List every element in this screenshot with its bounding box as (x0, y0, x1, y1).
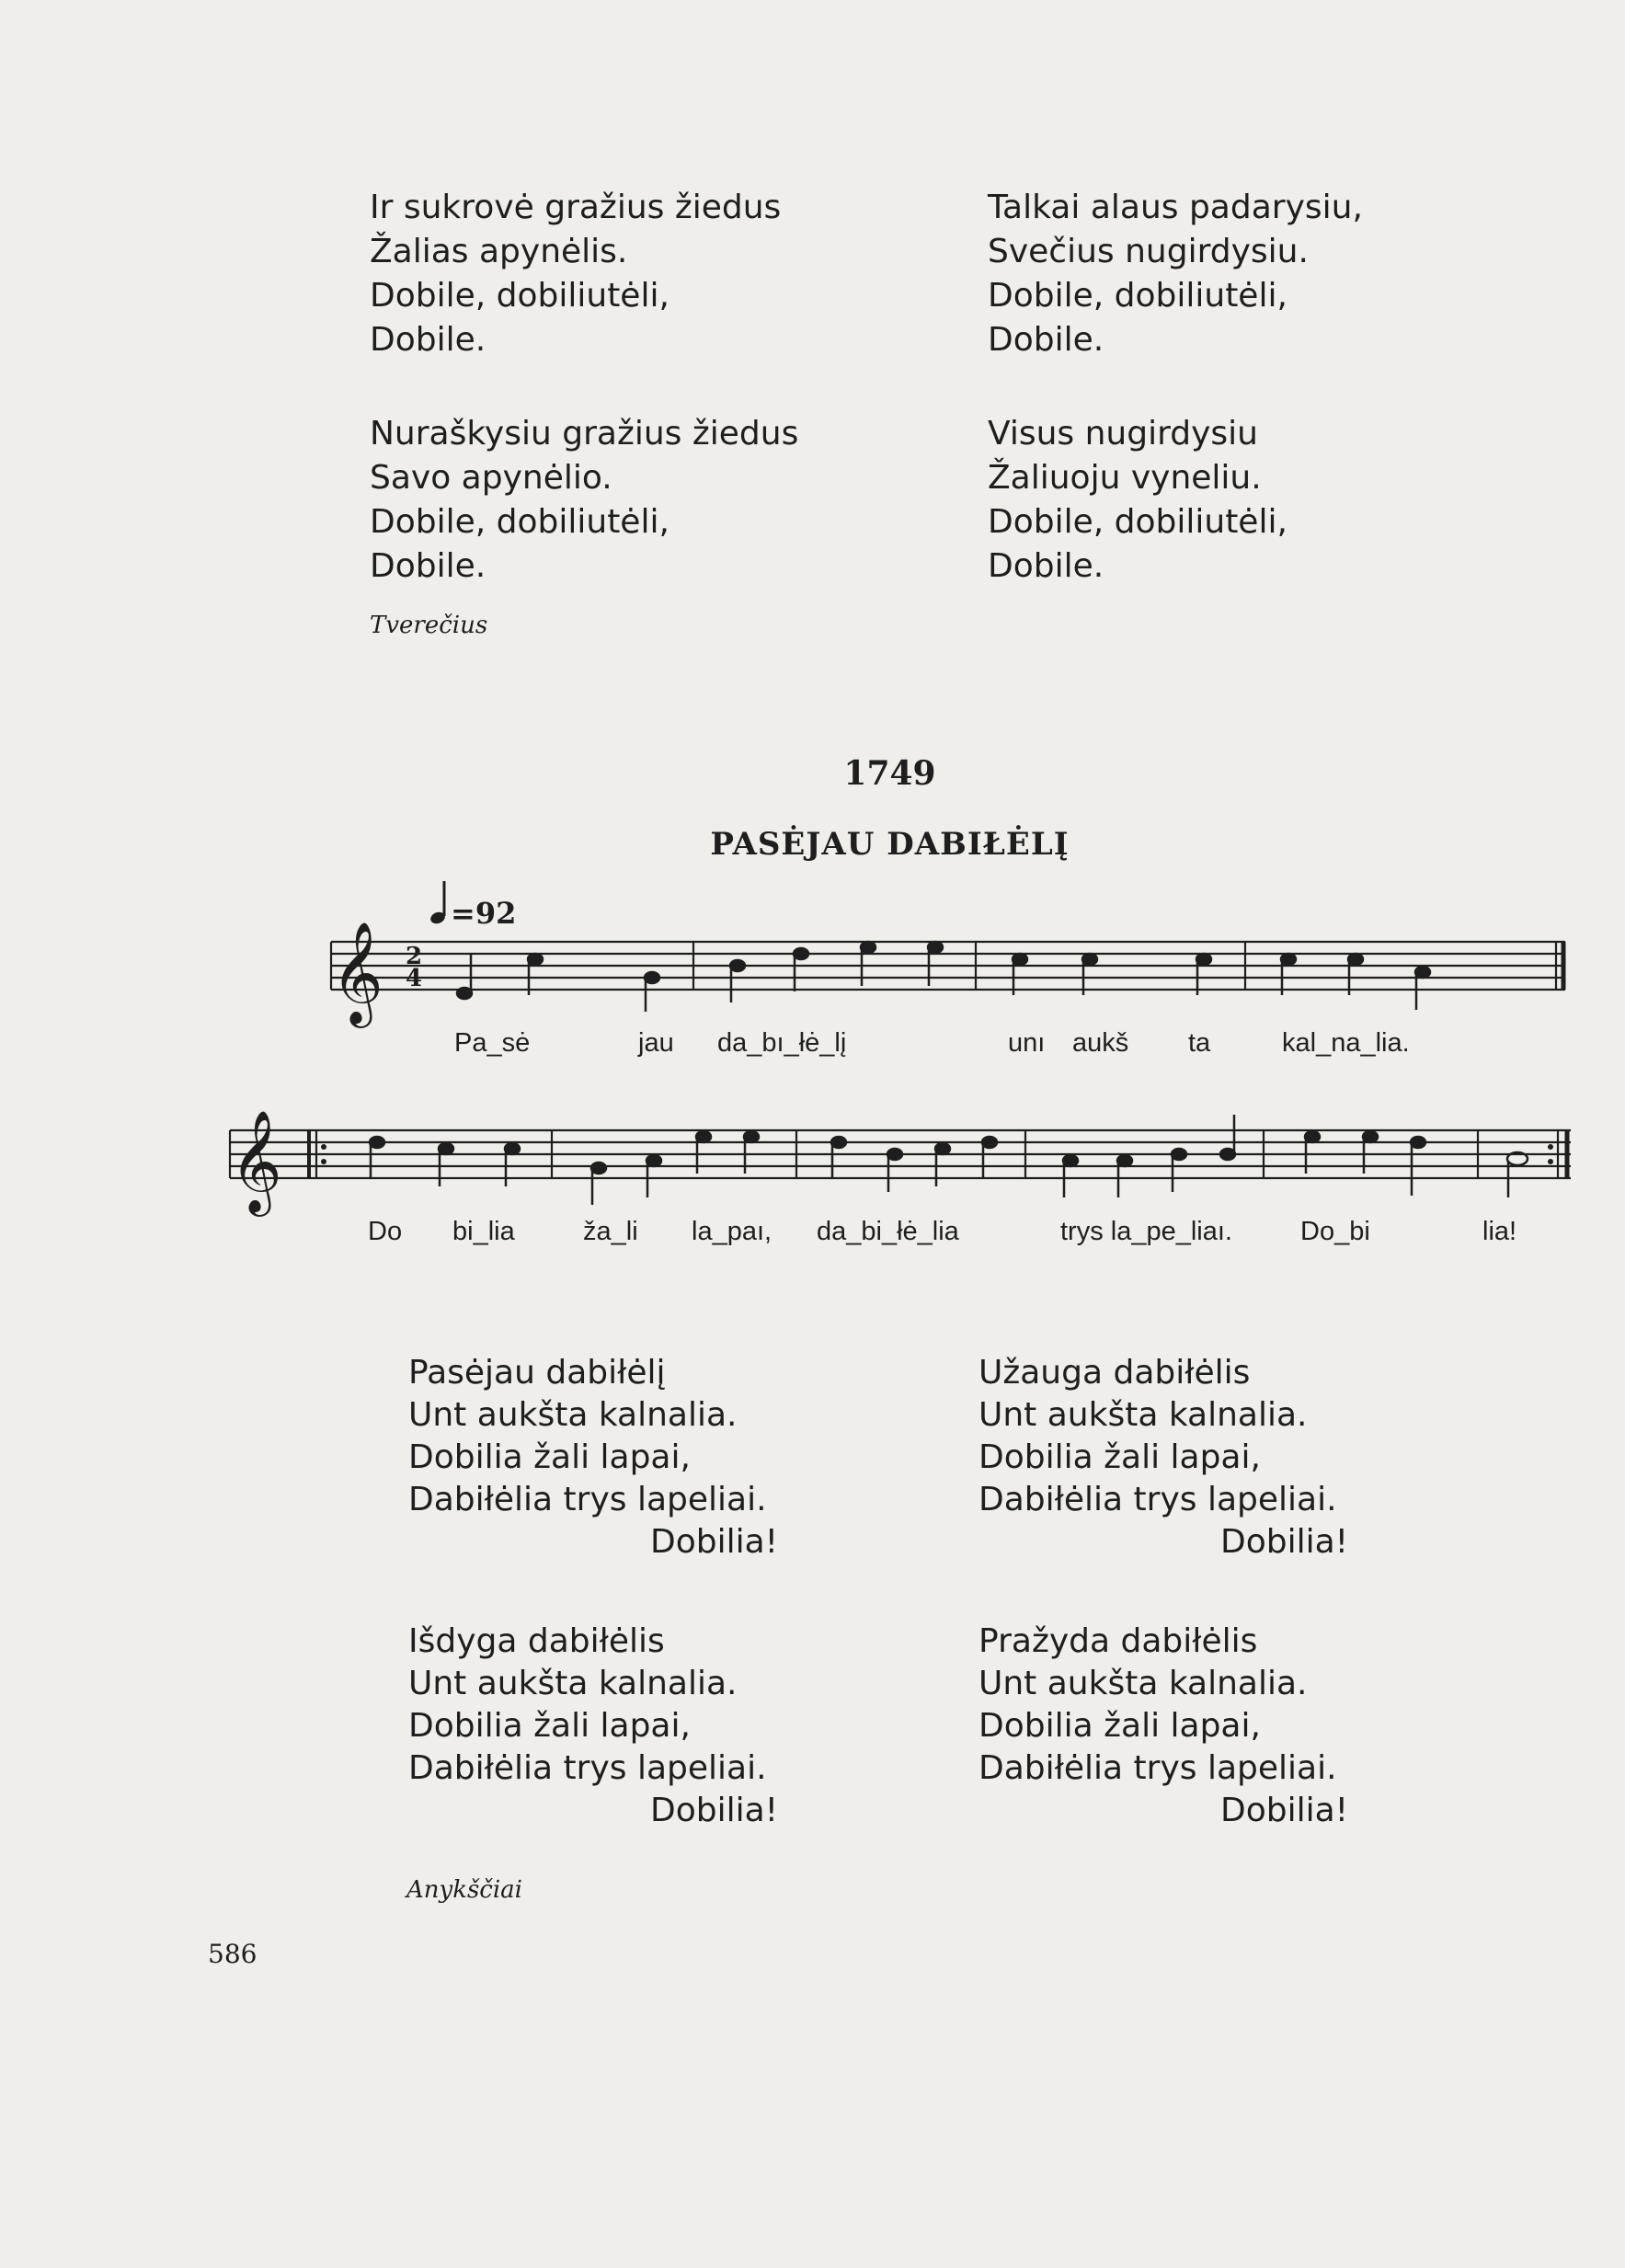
page-number: 586 (208, 1939, 257, 1969)
verse-line: Išdyga dabiłėlis (408, 1622, 665, 1660)
bottom-right-stanza-2 (978, 1621, 1348, 1832)
lyric-syllable: Do (368, 1217, 403, 1246)
verse-line: Dobile, dobiliutėli, (370, 277, 669, 315)
lyric-syllable: aukš (1072, 1028, 1129, 1058)
verse-line: Žalias apynėlis. (370, 233, 628, 270)
lyric-syllable: jau (638, 1028, 674, 1058)
verse-line: Dobile, dobiliutėli, (988, 503, 1287, 541)
verse-line: Dobile, dobiliutėli, (370, 503, 669, 541)
verse-line: Dabiłėlia trys lapeliai. (978, 1749, 1337, 1787)
source-location: Anykščiai (406, 1876, 523, 1904)
lyric-syllable: lia! (1482, 1217, 1517, 1246)
top-left-stanza-1 (370, 186, 781, 362)
verse-line: Talkai alaus padarysiu, (988, 189, 1363, 226)
lyric-syllable: ža_li (583, 1217, 638, 1246)
refrain-line: Dobilia! (650, 1523, 779, 1561)
song-number: 1749 (843, 754, 936, 793)
lyric-syllable: kal_na_lia. (1282, 1028, 1410, 1058)
verse-line: Žaliuoju vyneliu. (988, 459, 1262, 497)
verse-line: Ir sukrovė gražius žiedus (370, 189, 782, 226)
music-score (0, 865, 1625, 1269)
source-location: Tverečius (370, 612, 488, 639)
top-left-stanza-2 (370, 412, 798, 589)
lyric-syllable: da_bı_łė_lį (717, 1028, 847, 1058)
staff-2-notes (370, 1115, 1528, 1205)
bottom-left-stanza-2 (408, 1621, 778, 1832)
refrain-line: Dobilia! (650, 1792, 779, 1829)
verse-line: Dobilia žali lapai, (408, 1438, 691, 1476)
tempo-value: =92 (451, 896, 517, 931)
verse-line: Visus nugirdysiu (988, 415, 1258, 452)
lyric-syllable: la_paı, (692, 1217, 772, 1246)
verse-line: Dobile, dobiliutėli, (988, 277, 1287, 315)
time-signature-bottom: 4 (406, 965, 423, 992)
lyric-syllable: trys la_pe_liaı. (1060, 1217, 1232, 1246)
top-right-stanza-2 (988, 412, 1287, 589)
treble-clef-icon: 𝄞 (230, 1109, 282, 1212)
verse-line: Dobile. (370, 547, 486, 585)
verse-line: Dobilia žali lapai, (978, 1438, 1261, 1476)
time-signature-top: 2 (406, 943, 423, 970)
verse-line: Užauga dabiłėlis (978, 1354, 1251, 1392)
verse-line: Dobilia žali lapai, (978, 1707, 1261, 1745)
lyric-syllable: ta (1188, 1028, 1211, 1058)
refrain-line: Dobilia! (1220, 1792, 1349, 1829)
lyric-syllable: Pa_sė (454, 1028, 531, 1058)
refrain-line: Dobilia! (1220, 1523, 1349, 1561)
verse-line: Pasėjau dabiłėlį (408, 1354, 666, 1392)
verse-line: Savo apynėlio. (370, 459, 612, 497)
verse-line: Dobile. (988, 321, 1104, 359)
verse-line: Dabiłėlia trys lapeliai. (408, 1481, 767, 1518)
lyric-syllable: da_bi_łė_lia (817, 1217, 959, 1246)
top-right-stanza-1 (988, 186, 1363, 362)
lyric-syllable: Do_bi (1300, 1217, 1370, 1246)
verse-line: Dobilia žali lapai, (408, 1707, 691, 1745)
bottom-right-stanza-1 (978, 1352, 1348, 1564)
verse-line: Dabiłėlia trys lapeliai. (408, 1749, 767, 1787)
verse-line: Svečius nugirdysiu. (988, 233, 1309, 270)
verse-line: Nuraškysiu gražius žiedus (370, 415, 799, 452)
bottom-left-stanza-1 (408, 1352, 778, 1564)
treble-clef-icon: 𝄞 (331, 921, 383, 1024)
tempo-marking (429, 881, 516, 931)
verse-line: Unt aukšta kalnalia. (978, 1665, 1308, 1702)
lyric-syllable: bi_lia (452, 1217, 515, 1246)
verse-line: Dobile. (988, 547, 1104, 585)
lyric-syllable: unı (1008, 1028, 1046, 1058)
staff-1 (331, 942, 1565, 990)
song-title: PASĖJAU DABIŁĖLĮ (710, 826, 1070, 863)
verse-line: Pražyda dabiłėlis (978, 1622, 1258, 1660)
verse-line: Unt aukšta kalnalia. (978, 1396, 1308, 1434)
verse-line: Dobile. (370, 321, 486, 359)
verse-line: Dabiłėlia trys lapeliai. (978, 1481, 1337, 1518)
verse-line: Unt aukšta kalnalia. (408, 1665, 738, 1702)
verse-line: Unt aukšta kalnalia. (408, 1396, 738, 1434)
